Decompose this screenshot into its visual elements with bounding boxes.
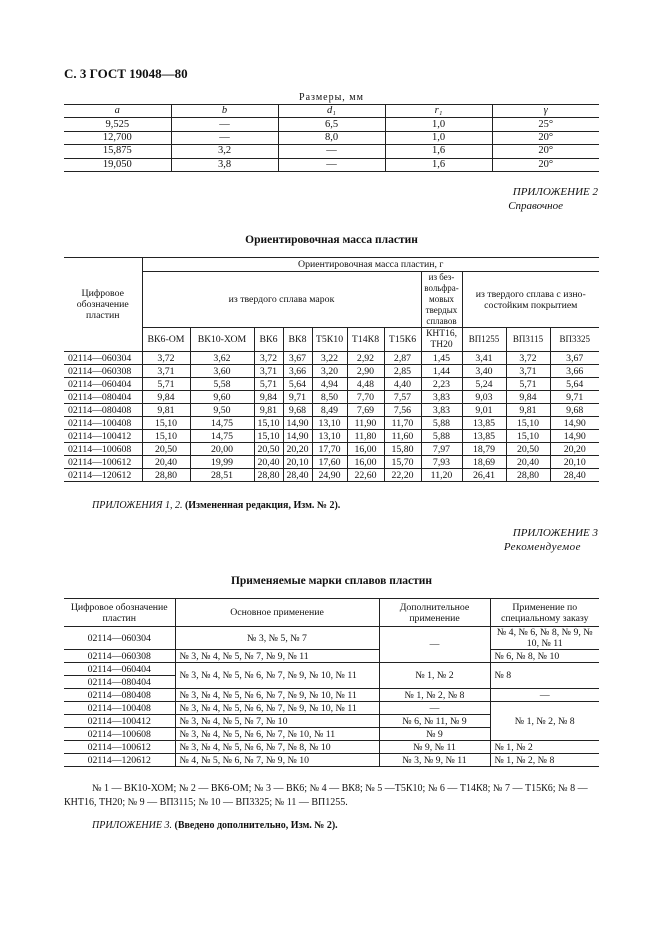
mass-cell: 9,84 bbox=[142, 391, 190, 404]
table3-header: Цифровое обозначение пластин bbox=[64, 599, 175, 627]
mass-cell: 3,67 bbox=[550, 352, 599, 365]
mass-cell: 11,60 bbox=[384, 430, 421, 443]
mass-cell: 19,99 bbox=[190, 456, 254, 469]
table-cell: 1,0 bbox=[385, 118, 492, 131]
mass-cell: 14,90 bbox=[550, 430, 599, 443]
mass-cell: 3,60 bbox=[190, 365, 254, 378]
mass-cell: 9,84 bbox=[506, 391, 550, 404]
mass-cell: 14,90 bbox=[550, 417, 599, 430]
note2-ref: ПРИЛОЖЕНИЕ 3. bbox=[92, 820, 172, 831]
mass-cell: 7,57 bbox=[384, 391, 421, 404]
mass-cell: 11,70 bbox=[384, 417, 421, 430]
appendix3-label: ПРИЛОЖЕНИЕ 3 bbox=[512, 527, 598, 539]
mass-cell: 9,84 bbox=[254, 391, 283, 404]
table3-extra: № 3, № 9, № 11 bbox=[379, 754, 490, 767]
mass-cell: 3,71 bbox=[506, 365, 550, 378]
mass-cell: 5,24 bbox=[462, 378, 506, 391]
appendix2-title: Ориентировочная масса пластин bbox=[245, 234, 418, 246]
mass-cell: 20,10 bbox=[283, 456, 312, 469]
mass-cell: 20,20 bbox=[283, 443, 312, 456]
mass-cell: 11,90 bbox=[347, 417, 384, 430]
table2-column-header: КНТ16, ТН20 bbox=[421, 328, 462, 352]
table-row bbox=[64, 443, 599, 456]
appendix2-label: ПРИЛОЖЕНИЕ 2 bbox=[512, 186, 598, 198]
table3-special: — bbox=[490, 689, 599, 702]
mass-cell: 3,71 bbox=[254, 365, 283, 378]
mass-cell: 4,40 bbox=[384, 378, 421, 391]
table-cell: 20° bbox=[492, 158, 599, 171]
mass-cell: 7,69 bbox=[347, 404, 384, 417]
table-cell: 15,875 bbox=[64, 145, 171, 158]
table2-column-header: ВК8 bbox=[283, 328, 312, 352]
mass-cell: 1,45 bbox=[421, 352, 462, 365]
mass-cell: 15,70 bbox=[384, 456, 421, 469]
table-row bbox=[64, 456, 599, 469]
table-row bbox=[64, 469, 599, 482]
plate-code-cell: 02114—060304 bbox=[64, 352, 142, 365]
mass-cell: 15,10 bbox=[142, 430, 190, 443]
table1-caption: Размеры, мм bbox=[299, 92, 364, 103]
table1-header: a bbox=[64, 105, 171, 118]
table-cell: 1,6 bbox=[385, 158, 492, 171]
appendix3-subtitle: Рекомендуемое bbox=[503, 541, 581, 553]
mass-cell: 24,90 bbox=[312, 469, 347, 482]
plate-code-cell: 02114—100608 bbox=[64, 443, 142, 456]
mass-cell: 13,85 bbox=[462, 430, 506, 443]
table2-column-header: Т5К10 bbox=[312, 328, 347, 352]
table-cell: 25° bbox=[492, 118, 599, 131]
table-row bbox=[64, 702, 599, 715]
mass-cell: 8,49 bbox=[312, 404, 347, 417]
table-row bbox=[64, 417, 599, 430]
mass-cell: 5,71 bbox=[142, 378, 190, 391]
mass-cell: 28,40 bbox=[550, 469, 599, 482]
note1-change: (Измененная редакция, Изм. № 2). bbox=[184, 500, 341, 511]
mass-cell: 20,40 bbox=[142, 456, 190, 469]
table1-header-row bbox=[64, 105, 599, 118]
appendix2-subtitle: Справочное bbox=[508, 200, 563, 212]
table3-extra: № 1, № 2, № 8 bbox=[379, 689, 490, 702]
table3-code: 02114—100608 bbox=[64, 728, 175, 741]
plate-code-cell: 02114—100612 bbox=[64, 456, 142, 469]
mass-cell: 20,20 bbox=[550, 443, 599, 456]
mass-cell: 15,10 bbox=[506, 430, 550, 443]
mass-cell: 9,50 bbox=[190, 404, 254, 417]
mass-cell: 14,90 bbox=[283, 417, 312, 430]
mass-cell: 5,64 bbox=[283, 378, 312, 391]
table-row bbox=[64, 352, 599, 365]
table-cell: 3,8 bbox=[171, 158, 278, 171]
mass-cell: 5,64 bbox=[550, 378, 599, 391]
table-cell: 20° bbox=[492, 145, 599, 158]
table2-column-header: Т15К6 bbox=[384, 328, 421, 352]
table3-main: № 3, № 4, № 5, № 6, № 7, № 9, № 10, № 11 bbox=[175, 689, 379, 702]
mass-cell: 9,60 bbox=[190, 391, 254, 404]
mass-cell: 18,79 bbox=[462, 443, 506, 456]
mass-cell: 2,87 bbox=[384, 352, 421, 365]
appendix-note-2 bbox=[92, 820, 338, 831]
table-row bbox=[64, 158, 599, 171]
mass-cell: 3,72 bbox=[506, 352, 550, 365]
mass-cell: 28,40 bbox=[283, 469, 312, 482]
table2-column-header: ВК6-ОМ bbox=[142, 328, 190, 352]
mass-cell: 9,71 bbox=[550, 391, 599, 404]
mass-cell: 15,10 bbox=[254, 417, 283, 430]
table3-code: 02114—120612 bbox=[64, 754, 175, 767]
table3-header: Дополнительное применение bbox=[379, 599, 490, 627]
alloy-legend: № 1 — ВК10-ХОМ; № 2 — ВК6-ОМ; № 3 — ВК6; № 4 — ВК8; № 5 —Т5К10; № 6 — Т14К8; № 7 — Т15К6; № 8 — КНТ16, ТН20; № 9 — ВП3115; № 10 — ВП3325; № 11 — ВП1255. bbox=[64, 783, 588, 808]
mass-cell: 2,85 bbox=[384, 365, 421, 378]
mass-cell: 9,81 bbox=[254, 404, 283, 417]
table-row bbox=[64, 391, 599, 404]
table-row bbox=[64, 118, 599, 131]
mass-cell: 3,83 bbox=[421, 404, 462, 417]
table3-code: 02114—100612 bbox=[64, 741, 175, 754]
table2-subheader-coated: из твердого сплава с изно-состойким покрытием bbox=[462, 272, 599, 328]
table3-extra: № 9, № 11 bbox=[379, 741, 490, 754]
mass-cell: 7,56 bbox=[384, 404, 421, 417]
table3-special: № 8 bbox=[490, 663, 599, 689]
mass-cell: 9,71 bbox=[283, 391, 312, 404]
table-row bbox=[64, 650, 599, 663]
mass-cell: 13,10 bbox=[312, 417, 347, 430]
mass-cell: 14,75 bbox=[190, 430, 254, 443]
table-cell: 3,2 bbox=[171, 145, 278, 158]
mass-cell: 17,60 bbox=[312, 456, 347, 469]
table-cell: 12,700 bbox=[64, 131, 171, 144]
mass-cell: 3,67 bbox=[283, 352, 312, 365]
mass-cell: 3,20 bbox=[312, 365, 347, 378]
appendix-note-1 bbox=[92, 500, 340, 511]
mass-cell: 20,40 bbox=[254, 456, 283, 469]
table-cell: 8,0 bbox=[278, 131, 385, 144]
dimensions-table bbox=[64, 104, 599, 172]
plate-code-cell: 02114—060404 bbox=[64, 378, 142, 391]
mass-cell: 11,80 bbox=[347, 430, 384, 443]
mass-cell: 1,44 bbox=[421, 365, 462, 378]
mass-cell: 8,50 bbox=[312, 391, 347, 404]
mass-cell: 15,80 bbox=[384, 443, 421, 456]
table3-main: № 4, № 5, № 6, № 7, № 9, № 10 bbox=[175, 754, 379, 767]
mass-cell: 18,69 bbox=[462, 456, 506, 469]
table3-code: 02114—080404 bbox=[64, 676, 175, 689]
mass-cell: 3,72 bbox=[254, 352, 283, 365]
mass-cell: 3,22 bbox=[312, 352, 347, 365]
table-row bbox=[64, 378, 599, 391]
page-header: С. 3 ГОСТ 19048—80 bbox=[64, 66, 188, 81]
table2-code-header: Цифровое обозначение пластин bbox=[64, 258, 142, 352]
note2-change: (Введено дополнительно, Изм. № 2). bbox=[174, 820, 338, 831]
mass-cell: 2,92 bbox=[347, 352, 384, 365]
mass-cell: 15,10 bbox=[254, 430, 283, 443]
mass-cell: 20,50 bbox=[142, 443, 190, 456]
mass-cell: 3,41 bbox=[462, 352, 506, 365]
table-cell: 6,5 bbox=[278, 118, 385, 131]
table-row bbox=[64, 404, 599, 417]
mass-cell: 20,10 bbox=[550, 456, 599, 469]
mass-cell: 3,40 bbox=[462, 365, 506, 378]
table3-special: № 6, № 8, № 10 bbox=[490, 650, 599, 663]
mass-cell: 22,60 bbox=[347, 469, 384, 482]
mass-cell: 14,90 bbox=[283, 430, 312, 443]
table2-column-header: ВК6 bbox=[254, 328, 283, 352]
alloy-grades-table bbox=[64, 598, 599, 767]
mass-cell: 5,58 bbox=[190, 378, 254, 391]
table-row bbox=[64, 741, 599, 754]
table1-header: r₁ bbox=[385, 105, 492, 118]
table-row bbox=[64, 754, 599, 767]
table2-column-header: ВП1255 bbox=[462, 328, 506, 352]
mass-cell: 9,03 bbox=[462, 391, 506, 404]
mass-cell: 4,48 bbox=[347, 378, 384, 391]
table-cell: — bbox=[171, 118, 278, 131]
mass-cell: 3,72 bbox=[142, 352, 190, 365]
mass-cell: 20,40 bbox=[506, 456, 550, 469]
table1-header: d₁ bbox=[278, 105, 385, 118]
table3-special: № 4, № 6, № 8, № 9, № 10, № 11 bbox=[490, 627, 599, 650]
plate-code-cell: 02114—080404 bbox=[64, 391, 142, 404]
mass-cell: 28,80 bbox=[142, 469, 190, 482]
mass-cell: 9,01 bbox=[462, 404, 506, 417]
table3-extra: — bbox=[379, 702, 490, 715]
mass-cell: 13,10 bbox=[312, 430, 347, 443]
table3-code: 02114—060308 bbox=[64, 650, 175, 663]
plate-code-cell: 02114—100408 bbox=[64, 417, 142, 430]
mass-cell: 9,81 bbox=[142, 404, 190, 417]
plate-code-cell: 02114—100412 bbox=[64, 430, 142, 443]
table-row bbox=[64, 430, 599, 443]
table3-header: Применение по специальному заказу bbox=[490, 599, 599, 627]
table2-group-header: Ориентировочная масса пластин, г bbox=[142, 258, 599, 272]
table2-column-header: ВК10-ХОМ bbox=[190, 328, 254, 352]
table-cell: — bbox=[278, 158, 385, 171]
mass-cell: 7,70 bbox=[347, 391, 384, 404]
table1-header: γ bbox=[492, 105, 599, 118]
mass-cell: 9,68 bbox=[550, 404, 599, 417]
mass-cell: 28,80 bbox=[254, 469, 283, 482]
table-row bbox=[64, 689, 599, 702]
table3-code: 02114—100408 bbox=[64, 702, 175, 715]
table3-code: 02114—060404 bbox=[64, 663, 175, 676]
mass-cell: 20,00 bbox=[190, 443, 254, 456]
table3-main: № 3, № 4, № 5, № 6, № 7, № 9, № 10, № 11 bbox=[175, 702, 379, 715]
table2-column-header: ВП3325 bbox=[550, 328, 599, 352]
table3-special: № 1, № 2 bbox=[490, 741, 599, 754]
table3-extra: № 1, № 2 bbox=[379, 663, 490, 689]
mass-cell: 28,51 bbox=[190, 469, 254, 482]
table-cell: 19,050 bbox=[64, 158, 171, 171]
table3-main: № 3, № 4, № 5, № 7, № 9, № 11 bbox=[175, 650, 379, 663]
note1-ref: ПРИЛОЖЕНИЯ 1, 2. bbox=[92, 500, 183, 511]
table3-code: 02114—100412 bbox=[64, 715, 175, 728]
mass-cell: 5,88 bbox=[421, 417, 462, 430]
table3-special: № 1, № 2, № 8 bbox=[490, 754, 599, 767]
mass-cell: 3,66 bbox=[283, 365, 312, 378]
mass-cell: 5,71 bbox=[254, 378, 283, 391]
mass-cell: 7,97 bbox=[421, 443, 462, 456]
table-cell: 20° bbox=[492, 131, 599, 144]
table3-main: № 3, № 4, № 5, № 6, № 7, № 9, № 10, № 11 bbox=[175, 663, 379, 689]
mass-cell: 5,71 bbox=[506, 378, 550, 391]
table3-main: № 3, № 4, № 5, № 6, № 7, № 10, № 11 bbox=[175, 728, 379, 741]
table-row bbox=[64, 663, 599, 676]
mass-cell: 16,00 bbox=[347, 443, 384, 456]
table3-extra: № 6, № 11, № 9 bbox=[379, 715, 490, 728]
mass-cell: 26,41 bbox=[462, 469, 506, 482]
mass-cell: 15,10 bbox=[506, 417, 550, 430]
mass-cell: 16,00 bbox=[347, 456, 384, 469]
table-cell: 1,0 bbox=[385, 131, 492, 144]
mass-cell: 3,62 bbox=[190, 352, 254, 365]
table3-code: 02114—080408 bbox=[64, 689, 175, 702]
mass-cell: 4,94 bbox=[312, 378, 347, 391]
mass-cell: 14,75 bbox=[190, 417, 254, 430]
mass-cell: 7,93 bbox=[421, 456, 462, 469]
table1-header: b bbox=[171, 105, 278, 118]
mass-cell: 20,50 bbox=[254, 443, 283, 456]
table-cell: — bbox=[171, 131, 278, 144]
table2-column-header: ВП3115 bbox=[506, 328, 550, 352]
mass-cell: 5,88 bbox=[421, 430, 462, 443]
table-row bbox=[64, 365, 599, 378]
table2-column-header: Т14К8 bbox=[347, 328, 384, 352]
table-row bbox=[64, 131, 599, 144]
table3-code: 02114—060304 bbox=[64, 627, 175, 650]
plate-code-cell: 02114—120612 bbox=[64, 469, 142, 482]
plate-code-cell: 02114—080408 bbox=[64, 404, 142, 417]
table2-subheader-hard-alloy: из твердого сплава марок bbox=[142, 272, 421, 328]
mass-cell: 11,20 bbox=[421, 469, 462, 482]
mass-cell: 28,80 bbox=[506, 469, 550, 482]
mass-cell: 9,68 bbox=[283, 404, 312, 417]
mass-cell: 17,70 bbox=[312, 443, 347, 456]
table2-subheader-tungsten-free: из без-вольфра-мовых твердых сплавов bbox=[421, 272, 462, 328]
appendix3-title: Применяемые марки сплавов пластин bbox=[230, 575, 433, 587]
table-row bbox=[64, 145, 599, 158]
table3-main: № 3, № 4, № 5, № 7, № 10 bbox=[175, 715, 379, 728]
mass-cell: 3,66 bbox=[550, 365, 599, 378]
table3-extra: № 9 bbox=[379, 728, 490, 741]
mass-cell: 20,50 bbox=[506, 443, 550, 456]
plate-mass-table bbox=[64, 257, 599, 482]
mass-cell: 2,90 bbox=[347, 365, 384, 378]
table3-main: № 3, № 5, № 7 bbox=[175, 627, 379, 650]
mass-cell: 3,71 bbox=[142, 365, 190, 378]
table3-special: № 1, № 2, № 8 bbox=[490, 702, 599, 741]
table3-extra: — bbox=[379, 627, 490, 663]
table3-main: № 3, № 4, № 5, № 6, № 7, № 8, № 10 bbox=[175, 741, 379, 754]
table-cell: 9,525 bbox=[64, 118, 171, 131]
mass-cell: 15,10 bbox=[142, 417, 190, 430]
mass-cell: 2,23 bbox=[421, 378, 462, 391]
mass-cell: 13,85 bbox=[462, 417, 506, 430]
mass-cell: 9,81 bbox=[506, 404, 550, 417]
mass-cell: 3,83 bbox=[421, 391, 462, 404]
table-cell: 1,6 bbox=[385, 145, 492, 158]
table-cell: — bbox=[278, 145, 385, 158]
table3-header: Основное применение bbox=[175, 599, 379, 627]
plate-code-cell: 02114—060308 bbox=[64, 365, 142, 378]
mass-cell: 22,20 bbox=[384, 469, 421, 482]
